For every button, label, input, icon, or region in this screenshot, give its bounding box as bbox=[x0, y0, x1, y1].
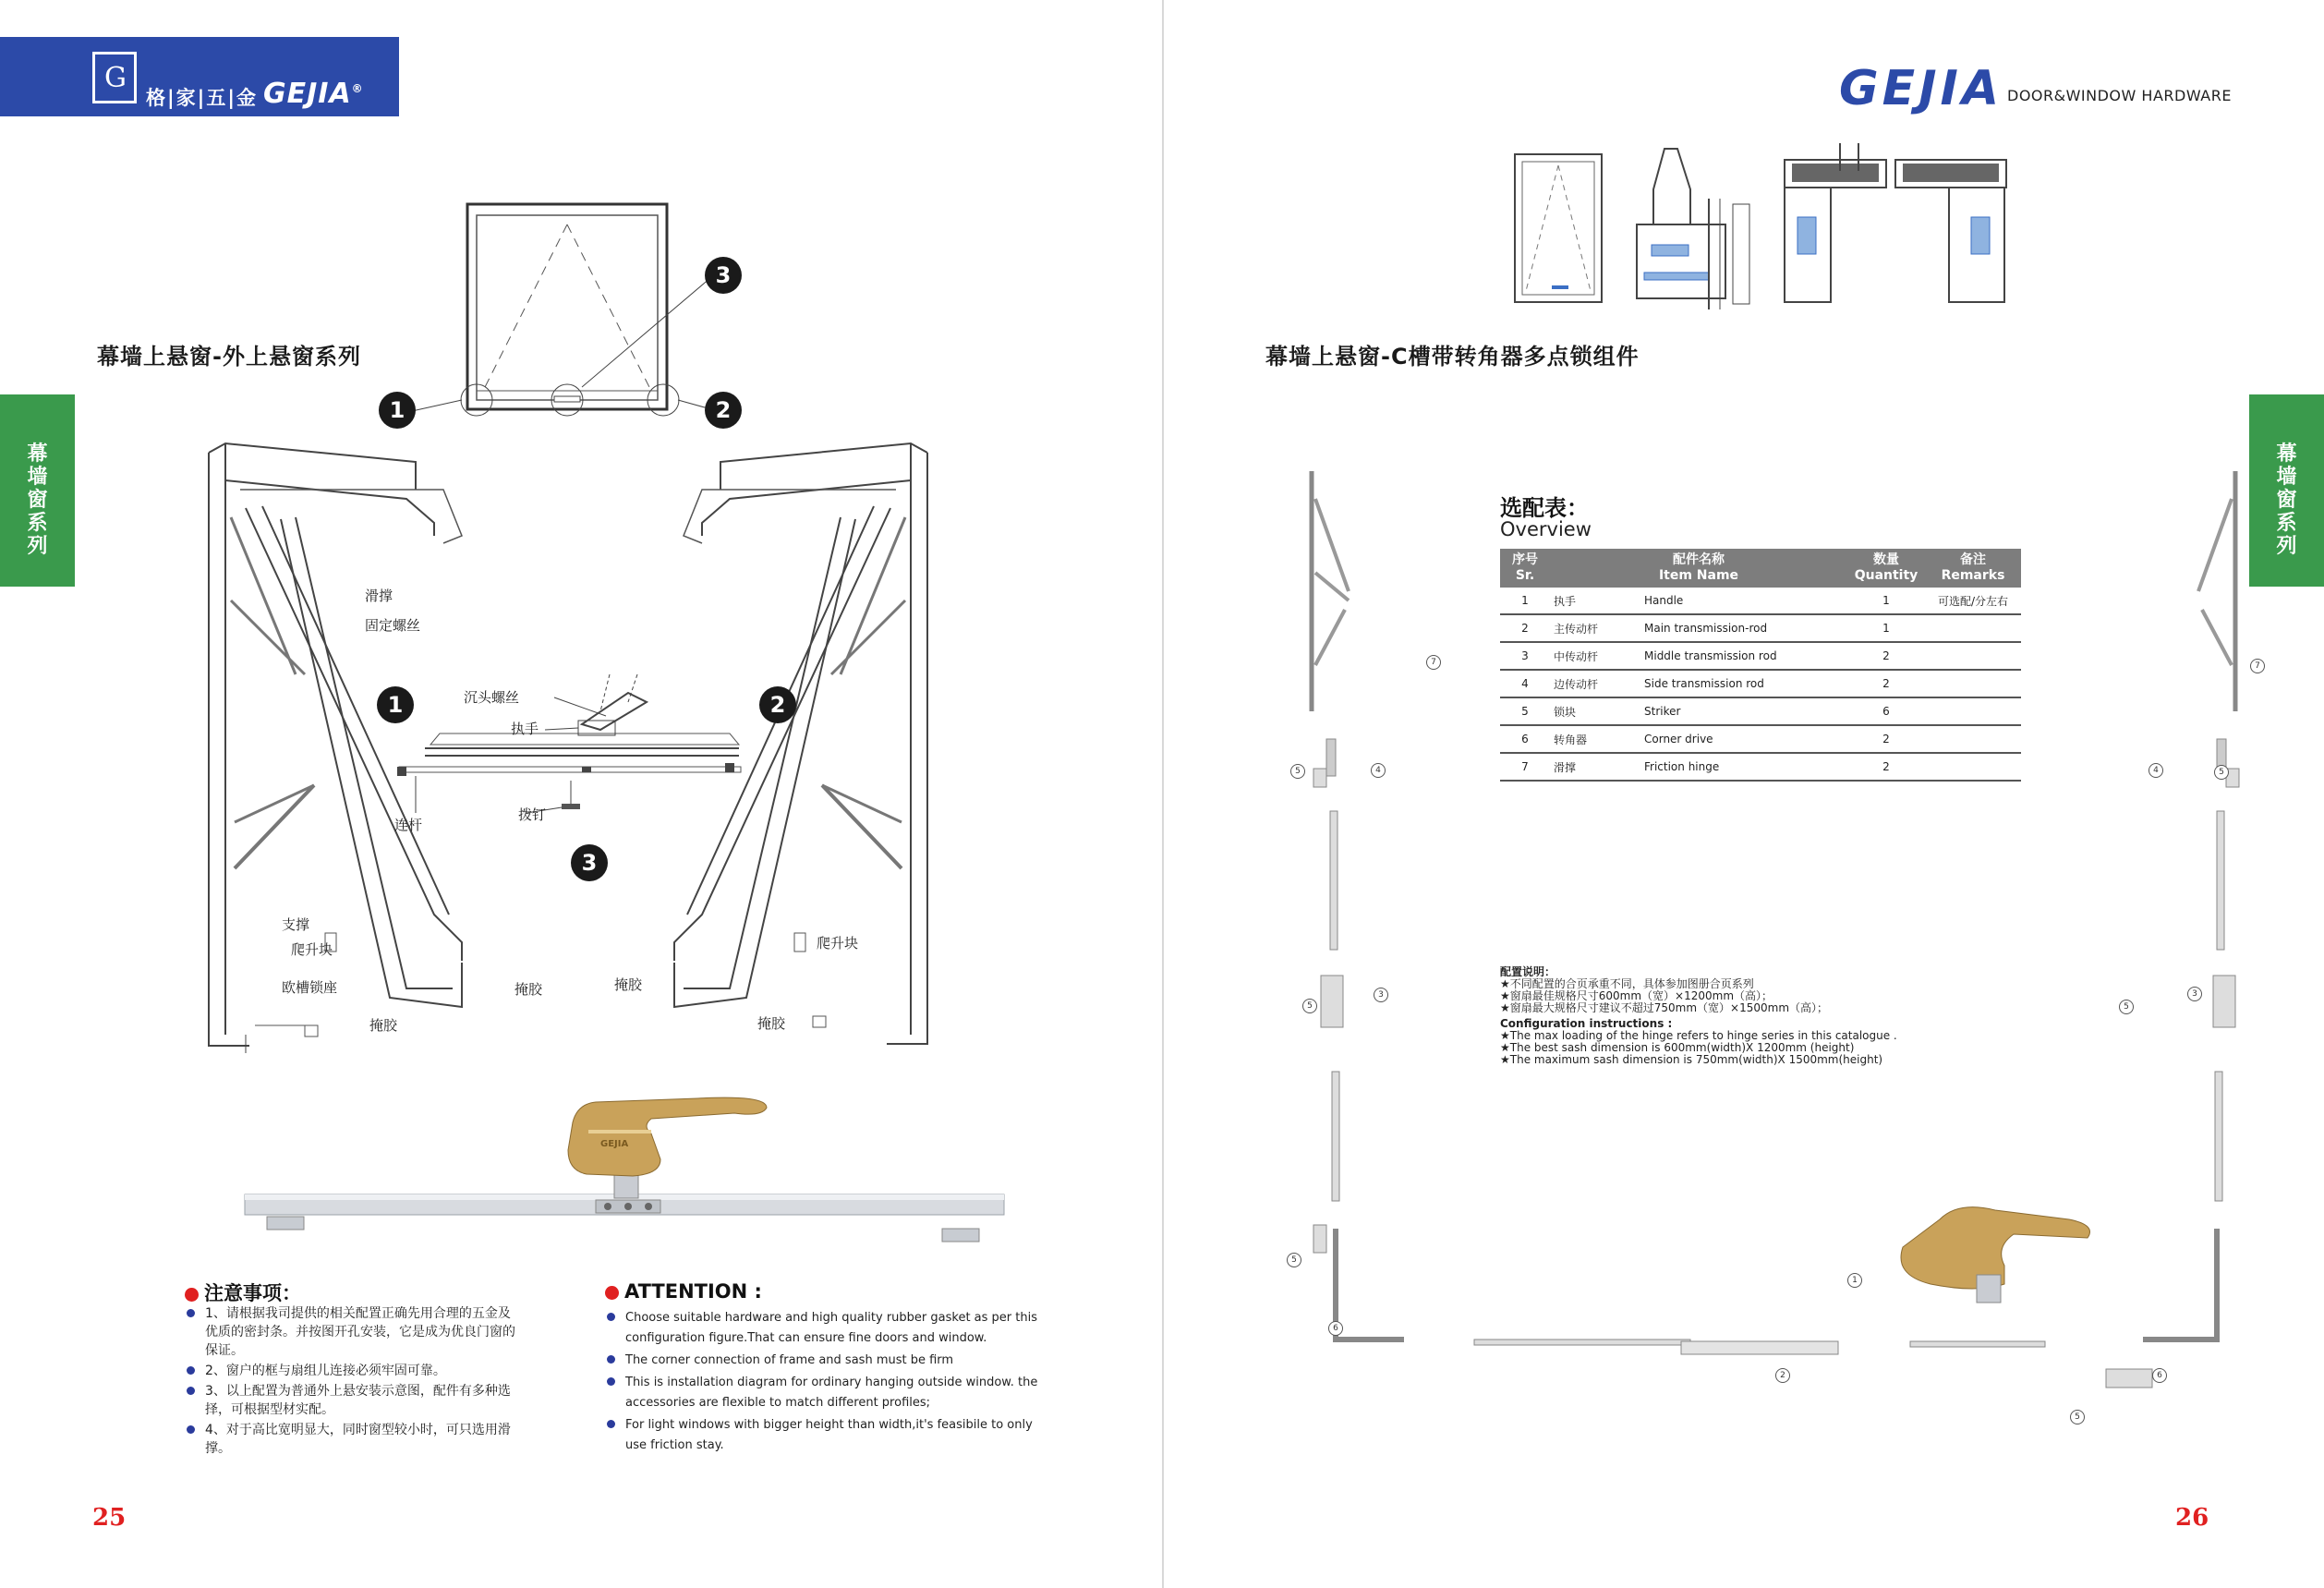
config-en-item: ★The best sash dimension is 600mm(width)X 1200mm (height) bbox=[1500, 1041, 1855, 1054]
callout-slide-stay: 滑撑 bbox=[365, 588, 393, 604]
notes-cn-title: 注意事项： bbox=[185, 1279, 301, 1306]
callout-countersunk-screw: 沉头螺丝 bbox=[464, 689, 520, 706]
logo-cn-name: 格|家|五|金 bbox=[146, 87, 259, 109]
callout-gasket-left-mid: 掩胶 bbox=[514, 981, 543, 998]
part-label-3-left: 3 bbox=[1374, 988, 1388, 1002]
table-row: 2 主传动杆 Main transmission-rod 1 bbox=[1500, 614, 2021, 642]
col-quantity: 数量 Quantity bbox=[1847, 549, 1925, 588]
hardware-parts-layout bbox=[1293, 462, 2318, 1441]
part-label-6-right: 6 bbox=[2152, 1368, 2167, 1383]
config-cn-title: 配置说明： bbox=[1500, 965, 1556, 978]
page-number-right: 26 bbox=[2175, 1504, 2209, 1532]
callout-pull-pin: 拨钉 bbox=[518, 806, 547, 823]
handle-brand-label: GEJIA bbox=[600, 1139, 629, 1149]
table-row: 5 锁块 Striker 6 bbox=[1500, 697, 2021, 725]
overview-subtitle: Overview bbox=[1500, 518, 1592, 540]
config-cn-item: ★不同配置的合页承重不同，具体参加图册合页系列 bbox=[1500, 977, 1754, 990]
part-label-3-right: 3 bbox=[2187, 987, 2202, 1001]
table-row: 3 中传动杆 Middle transmission rod 2 bbox=[1500, 642, 2021, 670]
part-label-5b-right: 5 bbox=[2119, 1000, 2134, 1014]
section-drawings bbox=[1515, 143, 2324, 319]
notes-en-title: ATTENTION : bbox=[605, 1280, 762, 1303]
note-cn-1: 1、请根据我司提供的相关配置正确先用合理的五金及优质的密封条。并按图开孔安装，它是成为优良门窗的保证。 bbox=[185, 1304, 517, 1360]
config-en-item: ★The maximum sash dimension is 750mm(width)X 1500mm(height) bbox=[1500, 1053, 1883, 1066]
badge-2-top: 2 bbox=[705, 392, 742, 429]
table-row: 1 执手 Handle 1 可选配/分左右 bbox=[1500, 588, 2021, 614]
note-en-1: Choose suitable hardware and high quality rubber gasket as per this configuration figure.That can ensure fine doors and window. bbox=[605, 1308, 1048, 1349]
badge-1-top: 1 bbox=[379, 392, 416, 429]
part-label-5a-right: 5 bbox=[2214, 765, 2229, 780]
logo-en-name: GEJIA® bbox=[263, 78, 364, 110]
part-label-1-handle: 1 bbox=[1847, 1273, 1862, 1288]
col-sr: 序号 Sr. bbox=[1500, 549, 1550, 588]
part-label-5a-left: 5 bbox=[1290, 764, 1305, 779]
note-en-4: For light windows with bigger height than width,it's feasibile to only use friction stay. bbox=[605, 1415, 1048, 1456]
side-tab-curtain-wall-right: 幕墙窗系列 bbox=[2249, 394, 2324, 587]
part-label-5-bottom: 5 bbox=[2070, 1410, 2085, 1424]
part-label-5c-left: 5 bbox=[1287, 1253, 1301, 1267]
callout-gasket-right-mid: 掩胶 bbox=[614, 976, 643, 993]
bullet-icon bbox=[605, 1286, 619, 1300]
callout-support: 支撑 bbox=[282, 916, 310, 933]
callout-gasket-left-bottom: 掩胶 bbox=[369, 1017, 398, 1034]
callout-gasket-right-bottom: 掩胶 bbox=[757, 1015, 786, 1032]
table-row: 7 滑撑 Friction hinge 2 bbox=[1500, 753, 2021, 781]
section-title-right: 幕墙上悬窗-C槽带转角器多点锁组件 bbox=[1265, 344, 1640, 370]
right-page bbox=[1164, 0, 2324, 1588]
config-en-item: ★The max loading of the hinge refers to hinge series in this catalogue . bbox=[1500, 1029, 1897, 1042]
logo-mark-icon: G bbox=[92, 52, 137, 103]
table-row: 6 转角器 Corner drive 2 bbox=[1500, 725, 2021, 753]
overview-title: 选配表： bbox=[1500, 495, 1589, 521]
note-cn-2: 2、窗户的框与扇组儿连接必须牢固可靠。 bbox=[185, 1362, 517, 1380]
col-remarks: 备注 Remarks bbox=[1925, 549, 2021, 588]
badge-1-side: 1 bbox=[377, 686, 414, 723]
section-title: 幕墙上悬窗-外上悬窗系列 bbox=[97, 344, 361, 370]
callout-climb-block-left: 爬升块 bbox=[291, 941, 333, 958]
badge-3-side: 3 bbox=[571, 844, 608, 881]
part-label-5b-left: 5 bbox=[1302, 999, 1317, 1013]
window-elevation-diagram bbox=[443, 199, 720, 420]
handle-exploded-diagram bbox=[397, 665, 748, 831]
brand-subtitle: DOOR&WINDOW HARDWARE bbox=[2007, 87, 2232, 104]
callout-handle: 执手 bbox=[511, 721, 539, 737]
callout-connecting-rod: 连杆 bbox=[394, 817, 423, 833]
brand-logo: GEJIA bbox=[1839, 61, 2003, 116]
note-cn-3: 3、以上配置为普通外上悬安装示意图，配件有多种选择，可根据型材实配。 bbox=[185, 1382, 517, 1419]
part-label-6-left: 6 bbox=[1328, 1321, 1343, 1336]
note-en-2: The corner connection of frame and sash must be firm bbox=[605, 1351, 1048, 1371]
part-label-7-right: 7 bbox=[2250, 659, 2265, 673]
part-label-7-left: 7 bbox=[1426, 655, 1441, 670]
badge-3-top: 3 bbox=[705, 257, 742, 294]
notes-cn-list bbox=[185, 1304, 517, 1460]
note-en-3: This is installation diagram for ordinary hanging outside window. the accessories are flexible to match different profiles; bbox=[605, 1373, 1048, 1413]
part-label-4-right: 4 bbox=[2148, 763, 2163, 778]
callout-fixing-screw: 固定螺丝 bbox=[365, 617, 421, 634]
col-item-name: 配件名称 Item Name bbox=[1550, 549, 1847, 588]
config-cn-item: ★窗扇最佳规格尺寸600mm（宽）×1200mm（高）； bbox=[1500, 989, 1773, 1002]
callout-climb-block-right: 爬升块 bbox=[817, 935, 859, 952]
notes-en-list bbox=[605, 1308, 1048, 1458]
config-cn-item: ★窗扇最大规格尺寸建议不超过750mm（宽）×1500mm（高）； bbox=[1500, 1001, 1829, 1014]
config-en-title: Configuration instructions : bbox=[1500, 1017, 1673, 1030]
logo-bar bbox=[0, 37, 399, 116]
handle-rod-product-image bbox=[245, 1085, 1011, 1261]
badge-2-side: 2 bbox=[759, 686, 796, 723]
part-label-4-left: 4 bbox=[1371, 763, 1386, 778]
note-cn-4: 4、对于高比宽明显大，同时窗型较小时，可只选用滑撑。 bbox=[185, 1421, 517, 1458]
table-row: 4 边传动杆 Side transmission rod 2 bbox=[1500, 670, 2021, 697]
part-label-2-main-rod: 2 bbox=[1775, 1368, 1790, 1383]
callout-euro-lock-seat: 欧槽锁座 bbox=[282, 979, 338, 996]
side-tab-curtain-wall: 幕墙窗系列 bbox=[0, 394, 75, 587]
page-number-left: 25 bbox=[92, 1504, 127, 1532]
bullet-icon bbox=[185, 1288, 199, 1302]
